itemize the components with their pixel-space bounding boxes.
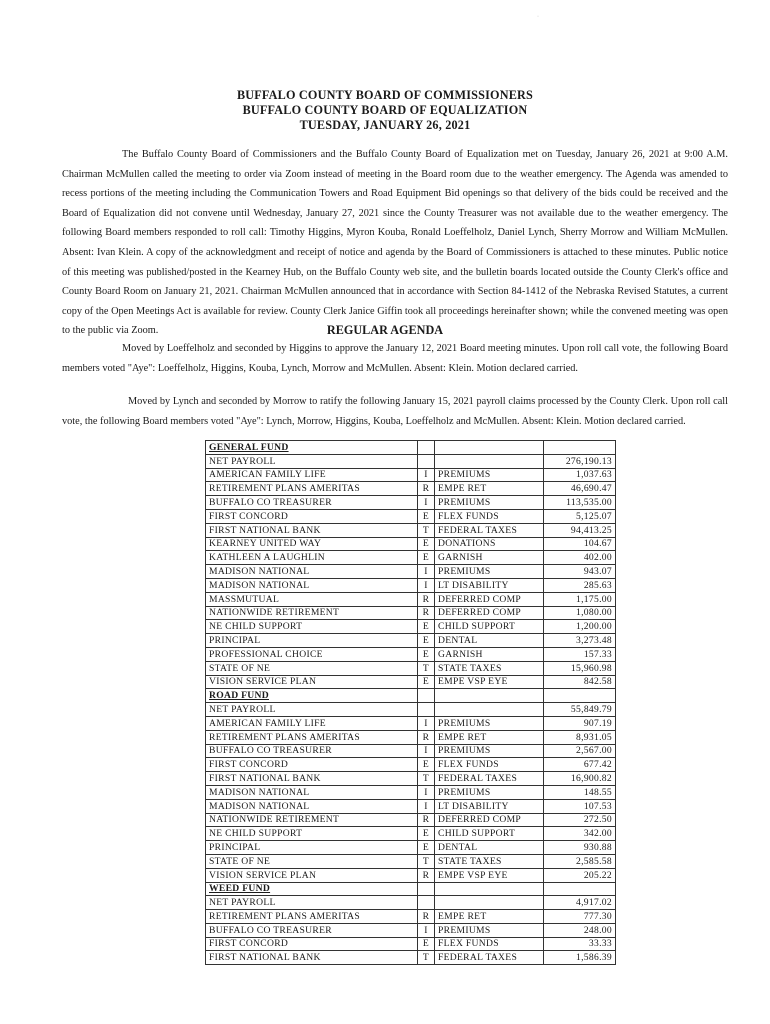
- claim-description: [435, 441, 544, 455]
- claim-amount: 94,413.25: [544, 523, 616, 537]
- claim-payee: NATIONWIDE RETIREMENT: [206, 813, 418, 827]
- claim-row: [206, 509, 616, 523]
- claim-amount: 777.30: [544, 910, 616, 924]
- claim-row: [206, 744, 616, 758]
- claim-description: EMPE RET: [435, 482, 544, 496]
- claim-description: PREMIUMS: [435, 565, 544, 579]
- claim-row: [206, 910, 616, 924]
- claim-row: [206, 868, 616, 882]
- claim-code: R: [418, 813, 435, 827]
- claim-payee: KEARNEY UNITED WAY: [206, 537, 418, 551]
- claim-row: [206, 578, 616, 592]
- claim-amount: 842.58: [544, 675, 616, 689]
- claim-row: [206, 675, 616, 689]
- claim-row: [206, 758, 616, 772]
- claim-amount: 107.53: [544, 799, 616, 813]
- claim-amount: 1,175.00: [544, 592, 616, 606]
- fund-section-row: [206, 441, 616, 455]
- claim-amount: 16,900.82: [544, 772, 616, 786]
- claim-code: E: [418, 647, 435, 661]
- claim-description: PREMIUMS: [435, 744, 544, 758]
- claim-row: [206, 606, 616, 620]
- claim-row: [206, 537, 616, 551]
- claim-payee: MADISON NATIONAL: [206, 799, 418, 813]
- claim-row: [206, 785, 616, 799]
- claim-row: [206, 592, 616, 606]
- claim-payee: MADISON NATIONAL: [206, 578, 418, 592]
- claim-payee: AMERICAN FAMILY LIFE: [206, 716, 418, 730]
- claim-row: [206, 827, 616, 841]
- claim-code: R: [418, 868, 435, 882]
- claim-amount: 33.33: [544, 937, 616, 951]
- claim-code: I: [418, 468, 435, 482]
- claim-code: [418, 441, 435, 455]
- claim-row: [206, 772, 616, 786]
- claim-description: FEDERAL TAXES: [435, 772, 544, 786]
- claim-description: PREMIUMS: [435, 716, 544, 730]
- payroll-claims-table: [205, 440, 616, 965]
- claim-row: [206, 523, 616, 537]
- claim-row: [206, 565, 616, 579]
- claim-payee: PRINCIPAL: [206, 841, 418, 855]
- fund-name: GENERAL FUND: [206, 441, 418, 455]
- claim-description: DEFERRED COMP: [435, 813, 544, 827]
- claim-payee: MASSMUTUAL: [206, 592, 418, 606]
- claim-amount: 1,200.00: [544, 620, 616, 634]
- header-line-3: TUESDAY, JANUARY 26, 2021: [299, 118, 471, 132]
- claim-payee: NET PAYROLL: [206, 896, 418, 910]
- claim-description: CHILD SUPPORT: [435, 620, 544, 634]
- claim-payee: RETIREMENT PLANS AMERITAS: [206, 482, 418, 496]
- claim-code: [418, 454, 435, 468]
- claim-code: T: [418, 854, 435, 868]
- claim-row: [206, 647, 616, 661]
- claim-description: DONATIONS: [435, 537, 544, 551]
- claim-description: GARNISH: [435, 647, 544, 661]
- claim-row: [206, 799, 616, 813]
- claim-description: DEFERRED COMP: [435, 592, 544, 606]
- claim-amount: 272.50: [544, 813, 616, 827]
- claim-description: FLEX FUNDS: [435, 509, 544, 523]
- claim-amount: 248.00: [544, 923, 616, 937]
- fund-section-row: [206, 689, 616, 703]
- claim-code: I: [418, 744, 435, 758]
- claim-amount: [544, 689, 616, 703]
- claim-code: I: [418, 496, 435, 510]
- claim-row: [206, 923, 616, 937]
- claim-description: [435, 703, 544, 717]
- claim-row: [206, 496, 616, 510]
- claim-description: DEFERRED COMP: [435, 606, 544, 620]
- claim-row: [206, 730, 616, 744]
- claim-amount: 276,190.13: [544, 454, 616, 468]
- claim-description: LT DISABILITY: [435, 799, 544, 813]
- claim-payee: FIRST CONCORD: [206, 758, 418, 772]
- claim-description: [435, 689, 544, 703]
- claim-code: [418, 896, 435, 910]
- claim-amount: 157.33: [544, 647, 616, 661]
- claim-amount: 55,849.79: [544, 703, 616, 717]
- claim-payee: FIRST CONCORD: [206, 937, 418, 951]
- claim-description: CHILD SUPPORT: [435, 827, 544, 841]
- claim-description: PREMIUMS: [435, 923, 544, 937]
- claim-code: R: [418, 482, 435, 496]
- claim-amount: [544, 882, 616, 896]
- fund-name: ROAD FUND: [206, 689, 418, 703]
- claim-payee: STATE OF NE: [206, 661, 418, 675]
- claim-description: GARNISH: [435, 551, 544, 565]
- claim-amount: 342.00: [544, 827, 616, 841]
- claim-code: R: [418, 592, 435, 606]
- claim-description: PREMIUMS: [435, 468, 544, 482]
- claim-code: T: [418, 523, 435, 537]
- claim-code: E: [418, 634, 435, 648]
- claim-amount: 113,535.00: [544, 496, 616, 510]
- claim-description: PREMIUMS: [435, 785, 544, 799]
- payroll-claims-body: [206, 441, 616, 965]
- motion-approve-minutes: Moved by Loeffelholz and seconded by Higgins to approve the January 12, 2021 Board meeting minutes. Upon roll call vote, the following Board members voted "Aye": Loeffelholz, Higgins, Kouba, Lynch, Morrow and McMullen. Absent: Klein. Motion declared carried.: [62, 343, 728, 374]
- claim-row: [206, 551, 616, 565]
- claim-amount: 1,080.00: [544, 606, 616, 620]
- claim-payee: KATHLEEN A LAUGHLIN: [206, 551, 418, 565]
- claim-row: [206, 468, 616, 482]
- claim-amount: 5,125.07: [544, 509, 616, 523]
- claim-description: PREMIUMS: [435, 496, 544, 510]
- claim-row: [206, 854, 616, 868]
- claim-payee: AMERICAN FAMILY LIFE: [206, 468, 418, 482]
- claim-row: [206, 716, 616, 730]
- claim-description: FLEX FUNDS: [435, 937, 544, 951]
- claim-payee: MADISON NATIONAL: [206, 565, 418, 579]
- claim-amount: 4,917.02: [544, 896, 616, 910]
- claim-description: [435, 882, 544, 896]
- header-line-1: BUFFALO COUNTY BOARD OF COMMISSIONERS: [236, 88, 534, 102]
- claim-amount: 104.67: [544, 537, 616, 551]
- claim-payee: FIRST CONCORD: [206, 509, 418, 523]
- claim-code: E: [418, 509, 435, 523]
- claim-description: LT DISABILITY: [435, 578, 544, 592]
- claim-amount: 1,586.39: [544, 951, 616, 965]
- claim-description: EMPE RET: [435, 910, 544, 924]
- claim-amount: 148.55: [544, 785, 616, 799]
- claim-description: EMPE VSP EYE: [435, 868, 544, 882]
- claim-payee: NE CHILD SUPPORT: [206, 620, 418, 634]
- claim-code: I: [418, 716, 435, 730]
- claim-payee: VISION SERVICE PLAN: [206, 675, 418, 689]
- claim-payee: NATIONWIDE RETIREMENT: [206, 606, 418, 620]
- claim-payee: PRINCIPAL: [206, 634, 418, 648]
- claim-payee: RETIREMENT PLANS AMERITAS: [206, 910, 418, 924]
- claim-row: [206, 482, 616, 496]
- claim-payee: BUFFALO CO TREASURER: [206, 744, 418, 758]
- claim-code: E: [418, 675, 435, 689]
- claim-amount: 2,585.58: [544, 854, 616, 868]
- claim-code: E: [418, 537, 435, 551]
- scan-speck: ·: [537, 14, 539, 20]
- claim-code: E: [418, 620, 435, 634]
- claim-code: I: [418, 565, 435, 579]
- claim-amount: 402.00: [544, 551, 616, 565]
- claim-amount: 1,037.63: [544, 468, 616, 482]
- claim-amount: 285.63: [544, 578, 616, 592]
- fund-name: WEED FUND: [206, 882, 418, 896]
- claim-description: [435, 454, 544, 468]
- document-header: [0, 88, 770, 133]
- claim-row: [206, 454, 616, 468]
- claim-code: R: [418, 606, 435, 620]
- claim-code: I: [418, 578, 435, 592]
- claim-description: DENTAL: [435, 841, 544, 855]
- claim-row: [206, 841, 616, 855]
- claim-amount: 930.88: [544, 841, 616, 855]
- claim-code: I: [418, 799, 435, 813]
- claim-amount: 205.22: [544, 868, 616, 882]
- claim-payee: NET PAYROLL: [206, 454, 418, 468]
- claim-code: T: [418, 772, 435, 786]
- claim-amount: [544, 441, 616, 455]
- fund-section-row: [206, 882, 616, 896]
- agenda-heading: REGULAR AGENDA: [326, 323, 444, 337]
- claim-row: [206, 620, 616, 634]
- header-line-2: BUFFALO COUNTY BOARD OF EQUALIZATION: [242, 103, 528, 117]
- claim-payee: FIRST NATIONAL BANK: [206, 951, 418, 965]
- claim-code: E: [418, 758, 435, 772]
- claim-code: [418, 882, 435, 896]
- claim-row: [206, 661, 616, 675]
- claim-amount: 15,960.98: [544, 661, 616, 675]
- claim-payee: VISION SERVICE PLAN: [206, 868, 418, 882]
- claim-code: I: [418, 923, 435, 937]
- claim-payee: BUFFALO CO TREASURER: [206, 496, 418, 510]
- claim-row: [206, 951, 616, 965]
- claim-description: EMPE RET: [435, 730, 544, 744]
- claim-amount: 943.07: [544, 565, 616, 579]
- claim-description: DENTAL: [435, 634, 544, 648]
- claim-amount: 46,690.47: [544, 482, 616, 496]
- claim-payee: NET PAYROLL: [206, 703, 418, 717]
- claim-code: [418, 703, 435, 717]
- claim-row: [206, 937, 616, 951]
- claim-description: FEDERAL TAXES: [435, 523, 544, 537]
- claim-description: [435, 896, 544, 910]
- claim-payee: BUFFALO CO TREASURER: [206, 923, 418, 937]
- claim-code: I: [418, 785, 435, 799]
- claim-payee: STATE OF NE: [206, 854, 418, 868]
- claim-description: FLEX FUNDS: [435, 758, 544, 772]
- claim-payee: PROFESSIONAL CHOICE: [206, 647, 418, 661]
- claim-code: T: [418, 951, 435, 965]
- claim-row: [206, 634, 616, 648]
- claim-amount: 907.19: [544, 716, 616, 730]
- claim-description: STATE TAXES: [435, 854, 544, 868]
- motion-ratify-payroll: Moved by Lynch and seconded by Morrow to ratify the following January 15, 2021 payroll claims processed by the County Clerk. Upon roll call vote, the following Board members voted "Aye": Lynch, Morrow, Higgins, Kouba, Loeffelholz and McMullen. Absent: Klein. Motion declared carried.: [62, 396, 728, 427]
- claim-payee: NE CHILD SUPPORT: [206, 827, 418, 841]
- intro-paragraph: The Buffalo County Board of Commissioners and the Buffalo County Board of Equalization met on Tuesday, January 26, 2021 at 9:00 A.M. Chairman McMullen called the meeting to order via Zoom instead of meeting in the Board room due to the weather emergency. The Agenda was amended to recess portions of the meeting including the Communication Towers and Road Equipment Bid openings so that delivery of the bids could be received and the Board of Equalization did not convene until Wednesday, January 27, 2021 since the County Treasurer was not available due to the weather emergency. The following Board members responded to roll call: Timothy Higgins, Myron Kouba, Ronald Loeffelholz, Daniel Lynch, Sherry Morrow and William McMullen. Absent: Ivan Klein. A copy of the acknowledgment and receipt of notice and agenda by the Board of Commissioners is attached to these minutes. Public notice of this meeting was published/posted in the Kearney Hub, on the Buffalo County web site, and the bulletin boards located outside the County Clerk's office and County Board Room on January 21, 2021. Chairman McMullen announced that in accordance with Section 84-1412 of the Nebraska Revised Statutes, a current copy of the Open Meetings Act is available for review. County Clerk Janice Giffin took all proceedings hereinafter shown; while the convened meeting was open to the public via Zoom.: [62, 149, 728, 337]
- claim-amount: 677.42: [544, 758, 616, 772]
- claim-row: [206, 703, 616, 717]
- claim-row: [206, 896, 616, 910]
- claim-amount: 2,567.00: [544, 744, 616, 758]
- claim-amount: 8,931.05: [544, 730, 616, 744]
- claim-payee: RETIREMENT PLANS AMERITAS: [206, 730, 418, 744]
- claim-code: E: [418, 841, 435, 855]
- claim-code: E: [418, 551, 435, 565]
- claim-description: EMPE VSP EYE: [435, 675, 544, 689]
- claim-payee: FIRST NATIONAL BANK: [206, 772, 418, 786]
- claim-code: E: [418, 937, 435, 951]
- claim-code: R: [418, 730, 435, 744]
- claim-amount: 3,273.48: [544, 634, 616, 648]
- claim-payee: FIRST NATIONAL BANK: [206, 523, 418, 537]
- claim-code: T: [418, 661, 435, 675]
- claim-row: [206, 813, 616, 827]
- claim-code: E: [418, 827, 435, 841]
- claim-code: [418, 689, 435, 703]
- claim-code: R: [418, 910, 435, 924]
- claim-description: FEDERAL TAXES: [435, 951, 544, 965]
- claim-payee: MADISON NATIONAL: [206, 785, 418, 799]
- claim-description: STATE TAXES: [435, 661, 544, 675]
